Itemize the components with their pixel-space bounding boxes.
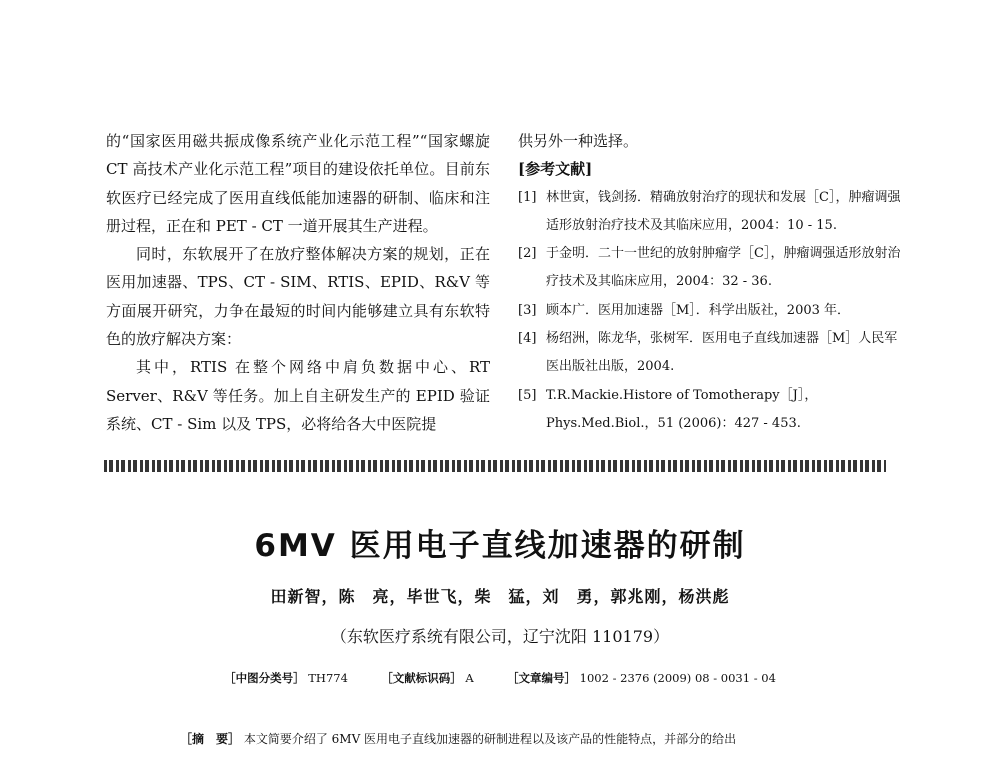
- clc-value: TH774: [308, 671, 348, 685]
- reference-text: 林世寅，钱剑扬．精确放射治疗的现状和发展［C］，肿瘤调强适形放射治疗技术及其临床应用，2004：10 - 15.: [546, 189, 901, 233]
- reference-text: 顾本广．医用加速器［M］．科学出版社，2003 年．: [546, 302, 851, 318]
- reference-item: [518, 325, 908, 382]
- reference-item: [518, 240, 908, 297]
- right-column: [518, 127, 908, 438]
- abstract-text: 本文简要介绍了 6MV 医用电子直线加速器的研制进程以及该产品的性能特点，并部分的给出: [243, 732, 737, 746]
- references-heading: [参考文献]: [518, 160, 593, 179]
- reference-text: 于金明．二十一世纪的放射肿瘤学［C］，肿瘤调强适形放射治疗技术及其临床应用，2004：32 - 36.: [546, 246, 901, 290]
- body-paragraph-2: 同时，东软展开了在放疗整体解决方案的规划，正在医用加速器、TPS、CT - SIM、RTIS、EPID、R&V 等方面展开研究，力争在最短的时间内能够建立具有东软特色的放疗解决方案：: [106, 245, 490, 349]
- reference-number: [1]: [518, 189, 537, 205]
- clc-label: ［中图分类号］: [224, 671, 305, 685]
- reference-text: 杨绍洲，陈龙华，张树军．医用电子直线加速器［M］人民军医出版社出版，2004.: [546, 331, 898, 375]
- article-title: 6MV 医用电子直线加速器的研制: [254, 528, 746, 564]
- reference-number: [4]: [518, 331, 537, 347]
- reference-number: [3]: [518, 302, 537, 318]
- article-number-label: ［文章编号］: [507, 671, 577, 685]
- reference-number: [2]: [518, 246, 537, 262]
- reference-number: [5]: [518, 387, 537, 403]
- article-authors: 田新智，陈 亮，毕世飞，柴 猛，刘 勇，郭兆刚，杨洪彪: [270, 587, 730, 606]
- reference-item: [518, 297, 908, 325]
- reference-item: [518, 184, 908, 241]
- abstract: [180, 730, 900, 747]
- doc-code-value: A: [465, 671, 474, 685]
- reference-list: [518, 184, 908, 439]
- ornamental-divider: [104, 460, 886, 472]
- left-column: [106, 127, 490, 438]
- body-paragraph-3: 其中，RTIS 在整个网络中肩负数据中心、RT Server、R&V 等任务。加上自主研发生产的 EPID 验证系统、CT - Sim 以及 TPS，必将给各大中医院提: [106, 358, 490, 433]
- article-metadata: [0, 670, 1000, 686]
- reference-item: [518, 382, 908, 439]
- doc-code-label: ［文献标识码］: [381, 671, 462, 685]
- abstract-label: ［摘 要］: [180, 732, 241, 746]
- article-number-value: 1002 - 2376 (2009) 08 - 0031 - 04: [579, 671, 776, 685]
- reference-text: T.R.Mackie.Histore of Tomotherapy［J］，Phys.Med.Biol.，51 (2006)：427 - 453.: [546, 387, 818, 431]
- article-affiliation: （东软医疗系统有限公司，辽宁沈阳 110179）: [330, 627, 670, 646]
- body-paragraph-1: 的“国家医用磁共振成像系统产业化示范工程”“国家螺旋 CT 高技术产业化示范工程”项目的建设依托单位。目前东软医疗已经完成了医用直线低能加速器的研制、临床和注册过程，正在和 PET - CT 一道开展其生产进程。: [106, 132, 490, 235]
- body-continuation: 供另外一种选择。: [518, 132, 639, 150]
